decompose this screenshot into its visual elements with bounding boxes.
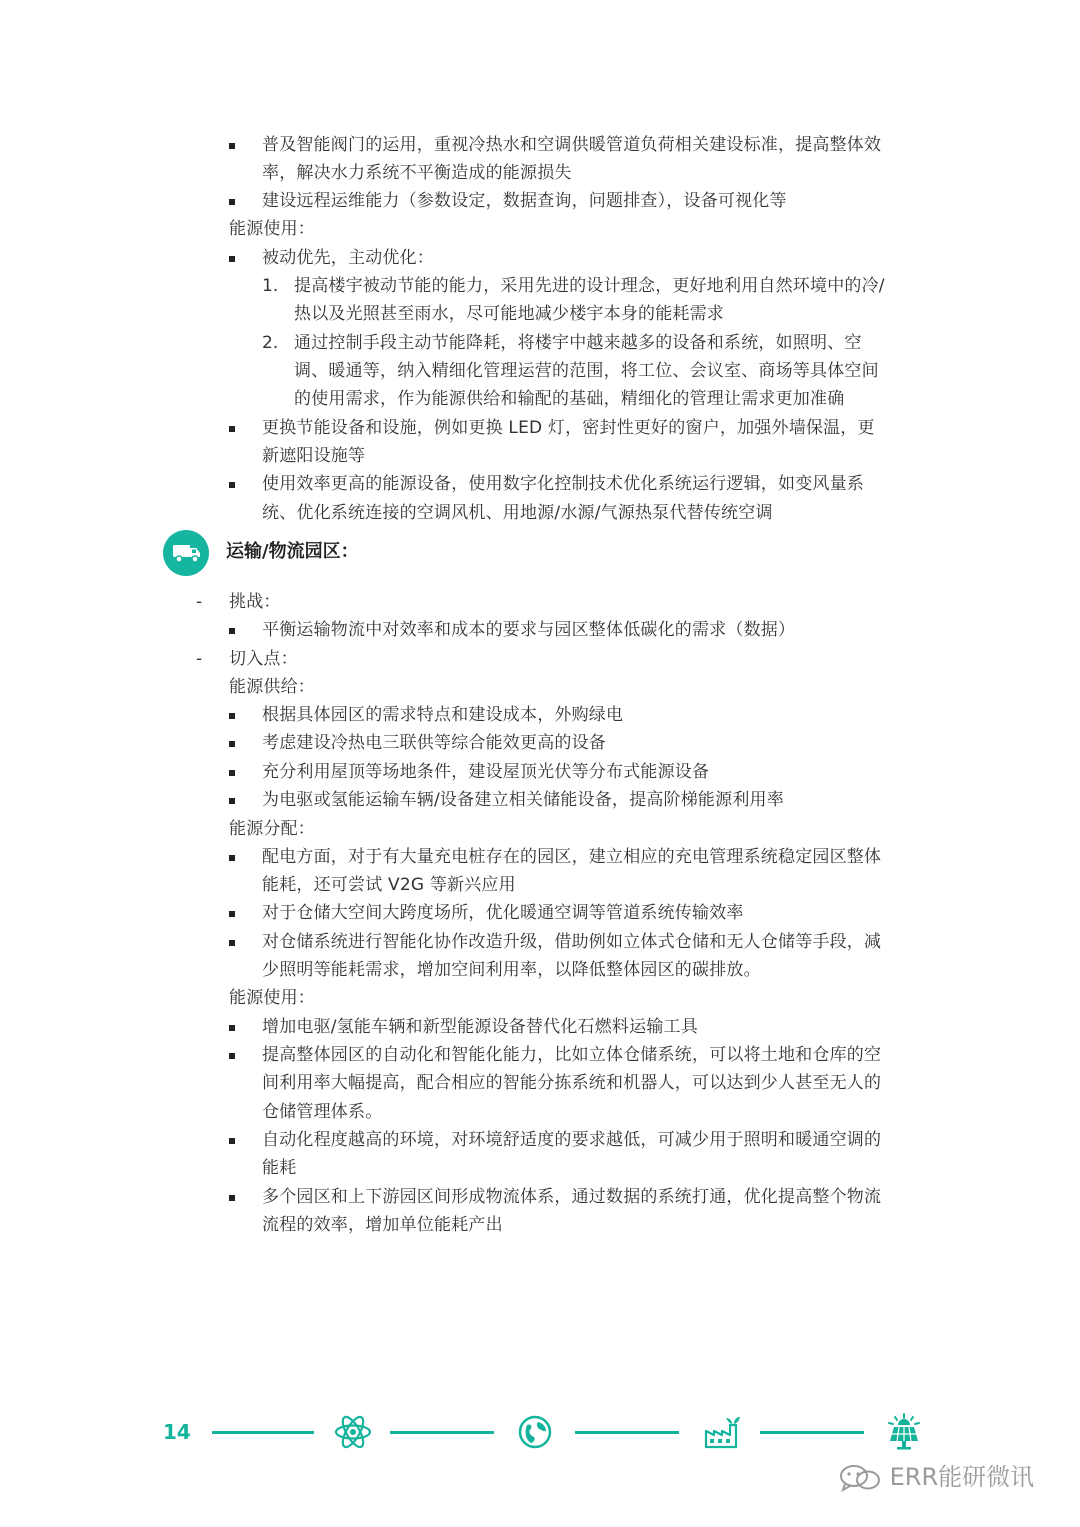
list-item-text: 被动优先，主动优化：: [262, 248, 434, 268]
bullet-marker: [229, 1195, 235, 1201]
bullet-marker: [229, 741, 235, 747]
watermark-text: ERR能研微讯: [889, 1463, 1035, 1491]
list-item-text: 使用效率更高的能源设备，使用数字化控制技术优化系统运行逻辑，如变风量系: [262, 474, 864, 494]
list-item-text: 考虑建设冷热电三联供等综合能效更高的设备: [262, 733, 606, 753]
footer-divider: [760, 1431, 864, 1434]
list-item-text: 根据具体园区的需求特点和建设成本，外购绿电: [262, 705, 624, 725]
subheading-energy-use: 能源使用：: [229, 988, 315, 1008]
subheading-entry-points: 切入点：: [229, 649, 298, 669]
list-item-text: 对仓储系统进行智能化协作改造升级，借助例如立体式仓储和无人仓储等手段，减: [262, 932, 882, 952]
list-item-text: 率，解决水力系统不平衡造成的能源损失: [262, 163, 572, 183]
list-item-text: 能耗: [262, 1158, 297, 1178]
list-item-text: 自动化程度越高的环境，对环境舒适度的要求越低，可减少用于照明和暖通空调的: [262, 1130, 882, 1150]
subheading-energy-supply: 能源供给：: [229, 677, 315, 697]
globe-icon: [517, 1413, 553, 1455]
list-item-text: 热以及光照甚至雨水，尽可能地减少楼宇本身的能耗需求: [294, 304, 724, 324]
subheading-challenges: 挑战：: [229, 592, 281, 612]
watermark: [838, 1462, 1034, 1493]
list-item-text: 流程的效率，增加单位能耗产出: [262, 1215, 503, 1235]
list-number: 2.: [262, 333, 279, 353]
list-item-text: 调、暖通等，纳入精细化管理运营的范围，将工位、会议室、商场等具体空间: [294, 361, 879, 381]
bullet-marker: [229, 628, 235, 634]
list-item-text: 充分利用屋顶等场地条件，建设屋顶光伏等分布式能源设备: [262, 762, 710, 782]
bullet-marker: [229, 1138, 235, 1144]
bullet-marker: [229, 713, 235, 719]
list-item-text: 普及智能阀门的运用，重视冷热水和空调供暖管道负荷相关建设标准，提高整体效: [262, 135, 882, 155]
list-item-text: 仓储管理体系。: [262, 1102, 383, 1122]
list-item-text: 提高整体园区的自动化和智能化能力，比如立体仓储系统，可以将土地和仓库的空: [262, 1045, 882, 1065]
atom-icon: [333, 1413, 373, 1455]
footer-divider: [212, 1431, 314, 1434]
list-number: 1.: [262, 276, 279, 296]
truck-icon: [163, 530, 209, 576]
bullet-marker: [229, 482, 235, 488]
list-item-text: 平衡运输物流中对效率和成本的要求与园区整体低碳化的需求（数据）: [262, 620, 796, 640]
list-item-text: 为电驱或氢能运输车辆/设备建立相关储能设备，提高阶梯能源利用率: [262, 790, 784, 810]
list-item-text: 通过控制手段主动节能降耗，将楼宇中越来越多的设备和系统，如照明、空: [294, 333, 862, 353]
list-item-text: 统、优化系统连接的空调风机、用地源/水源/气源热泵代替传统空调: [262, 503, 773, 523]
footer-divider: [390, 1431, 494, 1434]
list-item-text: 能耗，还可尝试 V2G 等新兴应用: [262, 875, 516, 895]
list-item-text: 少照明等能耗需求，增加空间利用率，以降低整体园区的碳排放。: [262, 960, 761, 980]
list-item-text: 间利用率大幅提高，配合相应的智能分拣系统和机器人，可以达到少人甚至无人的: [262, 1073, 882, 1093]
list-item-text: 对于仓储大空间大跨度场所，优化暖通空调等管道系统传输效率: [262, 903, 744, 923]
dash-marker: -: [196, 592, 203, 612]
list-item-text: 增加电驱/氢能车辆和新型能源设备替代化石燃料运输工具: [262, 1017, 698, 1037]
page-number: 14: [163, 1420, 191, 1444]
subheading-energy-distribution: 能源分配：: [229, 819, 315, 839]
bullet-marker: [229, 1053, 235, 1059]
bullet-marker: [229, 199, 235, 205]
solar-panel-icon: [884, 1413, 924, 1455]
bullet-marker: [229, 143, 235, 149]
list-item-text: 新遮阳设施等: [262, 446, 366, 466]
bullet-marker: [229, 911, 235, 917]
bullet-marker: [229, 1025, 235, 1031]
bullet-marker: [229, 256, 235, 262]
list-item-text: 的使用需求，作为能源供给和输配的基础，精细化的管理让需求更加准确: [294, 389, 845, 409]
list-item-text: 建设远程运维能力（参数设定，数据查询，问题排查），设备可视化等: [262, 191, 787, 211]
subheading-energy-use: 能源使用：: [229, 219, 315, 239]
list-item-text: 更换节能设备和设施，例如更换 LED 灯，密封性更好的窗户，加强外墙保温，更: [262, 418, 875, 438]
bullet-marker: [229, 855, 235, 861]
bullet-marker: [229, 940, 235, 946]
factory-icon: [702, 1413, 742, 1455]
list-item-text: 提高楼宇被动节能的能力，采用先进的设计理念，更好地利用自然环境中的冷/: [294, 276, 885, 296]
footer-divider: [575, 1431, 679, 1434]
wechat-icon: [838, 1463, 882, 1493]
section-title: 运输/物流园区：: [226, 541, 359, 562]
bullet-marker: [229, 770, 235, 776]
list-item-text: 配电方面，对于有大量充电桩存在的园区，建立相应的充电管理系统稳定园区整体: [262, 847, 882, 867]
dash-marker: -: [196, 649, 203, 669]
bullet-marker: [229, 426, 235, 432]
bullet-marker: [229, 798, 235, 804]
list-item-text: 多个园区和上下游园区间形成物流体系，通过数据的系统打通，优化提高整个物流: [262, 1187, 882, 1207]
